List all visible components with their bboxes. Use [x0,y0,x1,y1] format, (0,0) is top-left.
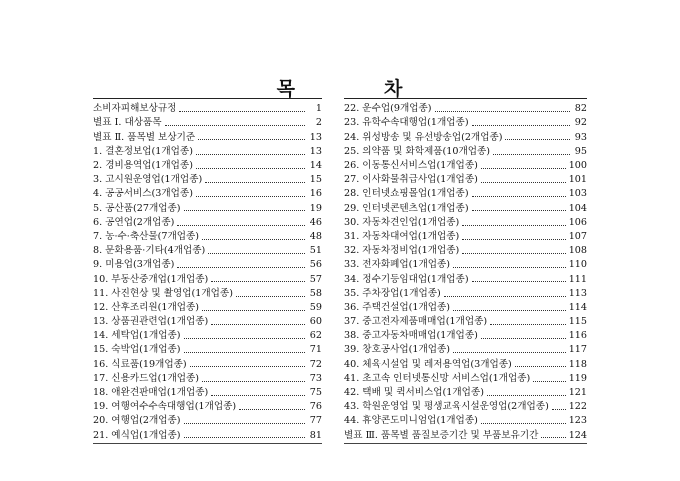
dot-leader [211,280,305,282]
toc-entry-page: 81 [309,429,322,441]
dot-leader [481,167,566,169]
toc-entry-page: 118 [568,358,587,370]
toc-entry-page: 75 [309,387,322,399]
toc-entry-page: 82 [574,103,587,115]
toc-entry-page: 48 [309,230,322,242]
toc-entry-label: 6. 공연업(2개업종) [93,216,175,228]
dot-leader [177,224,305,226]
toc-entry[interactable] [93,428,322,443]
toc-left-column [93,98,322,444]
toc-entry-page: 46 [309,216,322,228]
toc-entry-label: 18. 애완견판매업(1개업종) [93,387,209,399]
toc-entry[interactable] [93,258,322,272]
toc-entry-page: 108 [568,245,587,257]
dot-leader [481,337,566,339]
toc-entry-label: 10. 부동산중개업(1개업종) [93,273,209,285]
dot-leader [472,195,566,197]
toc-entry-page: 72 [309,358,322,370]
toc-entry-page: 2 [315,117,322,129]
toc-title-right: 차 [384,77,404,100]
toc-entry[interactable] [93,145,322,159]
dot-leader [196,153,305,155]
toc-entry[interactable] [93,116,322,130]
dot-leader [190,365,305,367]
dot-leader [453,351,566,353]
toc-entry-label: 16. 식료품(19개업종) [93,358,187,370]
toc-entry[interactable] [93,343,322,357]
dot-leader [202,309,305,311]
toc-entry-page: 19 [309,202,322,214]
toc-entry[interactable] [344,372,587,386]
dot-leader [487,394,566,396]
toc-entry-label: 35. 주차장업(1개업종) [344,287,441,299]
toc-entry-label: 37. 중고전자제품매매업(1개업종) [344,316,488,328]
toc-entry-page: 106 [568,216,587,228]
toc-title [0,76,680,98]
toc-entry[interactable] [344,116,587,130]
toc-entry-page: 16 [309,188,322,200]
toc-entry-page: 13 [309,145,322,157]
dot-leader [202,380,305,382]
dot-leader [481,181,566,183]
toc-entry-page: 15 [309,174,322,186]
toc-entry[interactable] [344,216,587,230]
toc-entry-page: 116 [568,330,587,342]
toc-entry-page: 114 [568,301,587,313]
dot-leader [435,110,570,112]
toc-entry[interactable] [93,230,322,244]
toc-entry-label: 2. 경비용역업(1개업종) [93,160,193,172]
toc-entry-label: 22. 운수업(9개업종) [344,103,432,115]
toc-entry[interactable] [344,286,587,300]
toc-entry-page: 122 [568,401,587,413]
toc-entry[interactable] [93,272,322,286]
toc-entry-page: 13 [309,131,322,143]
dot-leader [444,295,566,297]
toc-entry[interactable] [344,173,587,187]
toc-entry-page: 95 [574,145,587,157]
toc-entry-label: 소비자피해보상규정 [93,103,177,115]
toc-entry-page: 51 [309,245,322,257]
dot-leader [453,309,566,311]
toc-entry-label: 27. 이사화물취급사업(1개업종) [344,174,478,186]
toc-entry-label: 17. 신용카드업(1개업종) [93,372,200,384]
toc-entry-page: 76 [309,401,322,413]
toc-entry-label: 7. 농·수·축산물(7개업종) [93,230,200,242]
toc-entry-page: 92 [574,117,587,129]
toc-entry-label: 25. 의약품 및 화학제품(10개업종) [344,145,491,157]
dot-leader [462,252,565,254]
toc-entry[interactable] [344,315,587,329]
toc-entry[interactable] [344,400,587,414]
toc-entry-label: 11. 사진현상 및 촬영업(1개업종) [93,287,233,299]
dot-leader [179,110,305,112]
toc-entry-page: 113 [568,287,587,299]
toc-entry[interactable] [344,329,587,343]
toc-entry[interactable] [93,173,322,187]
dot-leader [462,224,565,226]
dot-leader [505,138,570,140]
toc-entry-page: 58 [309,287,322,299]
toc-entry[interactable] [344,130,587,144]
toc-entry[interactable] [93,400,322,414]
dot-leader [196,195,305,197]
toc-entry-page: 103 [568,188,587,200]
toc-entry-label: 14. 세탁업(1개업종) [93,330,181,342]
toc-entry-label: 8. 문화용품·기타(4개업종) [93,245,206,257]
toc-entry[interactable] [93,216,322,230]
toc-entry-label: 30. 자동차견인업(1개업종) [344,216,460,228]
toc-entry-label: 별표 Ⅲ. 품목별 품질보증기간 및 부품보유기간 [344,429,539,441]
toc-entry[interactable] [344,187,587,201]
toc-entry-label: 43. 학원운영업 및 평생교육시설운영업(2개업종) [344,401,549,413]
dot-leader [211,394,305,396]
dot-leader [490,323,566,325]
toc-entry[interactable] [93,315,322,329]
dot-leader [462,238,565,240]
toc-entry-label: 33. 전자화폐업(1개업종) [344,259,451,271]
toc-entry-page: 115 [568,316,587,328]
toc-entry[interactable] [93,414,322,428]
dot-leader [198,138,305,140]
toc-entry-label: 21. 예식업(1개업종) [93,429,181,441]
toc-entry[interactable] [344,343,587,357]
dot-leader [541,436,565,438]
dot-leader [472,280,566,282]
toc-entry-page: 93 [574,131,587,143]
toc-entry-label: 36. 주택건설업(1개업종) [344,301,451,313]
toc-entry[interactable] [344,258,587,272]
toc-entry-label: 별표 Ⅰ. 대상품목 [93,117,162,129]
toc-entry[interactable] [344,201,587,215]
toc-entry-page: 56 [309,259,322,271]
toc-entry[interactable] [344,145,587,159]
dot-leader [453,266,566,268]
dot-leader [208,252,305,254]
dot-leader [515,365,566,367]
toc-entry-label: 41. 초고속 인터넷통신망 서비스업(1개업종) [344,372,531,384]
dot-leader [211,323,305,325]
toc-entry[interactable] [93,159,322,173]
toc-entry-label: 19. 여행여수수속대행업(1개업종) [93,401,237,413]
toc-entry-page: 59 [309,301,322,313]
toc-entry-page: 57 [309,273,322,285]
toc-entry-page: 104 [568,202,587,214]
toc-entry-label: 1. 결혼정보업(1개업종) [93,145,193,157]
dot-leader [202,238,305,240]
toc-entry-page: 101 [568,174,587,186]
toc-entry[interactable] [344,244,587,258]
toc-entry[interactable] [344,414,587,428]
toc-entry-label: 9. 미용업(3개업종) [93,259,175,271]
toc-entry-page: 110 [568,259,587,271]
toc-entry-label: 5. 공산품(27개업종) [93,202,181,214]
toc-right-column [344,98,587,444]
toc-entry-page: 60 [309,316,322,328]
dot-leader [472,124,570,126]
dot-leader [236,295,305,297]
toc-entry-label: 40. 체육시설업 및 레저용역업(3개업종) [344,358,512,370]
toc-entry[interactable] [344,159,587,173]
toc-entry-page: 117 [568,344,587,356]
toc-entry[interactable] [344,428,587,443]
toc-entry-label: 15. 숙박업(1개업종) [93,344,181,356]
dot-leader [533,380,565,382]
toc-entry-label: 28. 인터넷쇼핑몰업(1개업종) [344,188,469,200]
toc-entry-label: 24. 위성방송 및 유선방송업(2개업종) [344,131,503,143]
toc-entry-page: 119 [568,372,587,384]
toc-entry-page: 62 [309,330,322,342]
toc-entry-page: 1 [315,103,322,115]
toc-entry[interactable] [344,272,587,286]
toc-entry-label: 23. 유학수속대행업(1개업종) [344,117,469,129]
toc-entry[interactable] [344,357,587,371]
toc-entry[interactable] [93,301,322,315]
toc-entry[interactable] [93,187,322,201]
toc-title-left: 목 [276,77,296,100]
toc-entry-page: 100 [568,160,587,172]
toc-entry-label: 29. 인터넷콘텐츠업(1개업종) [344,202,469,214]
dot-leader [184,351,305,353]
toc-entry-page: 71 [309,344,322,356]
toc-entry-page: 77 [309,415,322,427]
toc-entry-label: 20. 여행업(2개업종) [93,415,181,427]
toc-entry-label: 34. 정수기등임대업(1개업종) [344,273,469,285]
dot-leader [472,209,566,211]
toc-entry[interactable] [93,357,322,371]
toc-entry-label: 42. 택배 및 퀵서비스업(1개업종) [344,387,484,399]
toc-entry-label: 38. 중고자동차매매업(1개업종) [344,330,478,342]
toc-entry[interactable] [344,386,587,400]
toc-entry[interactable] [93,130,322,144]
dot-leader [184,422,305,424]
toc-entry-page: 73 [309,372,322,384]
toc-entry-page: 123 [568,415,587,427]
dot-leader [184,337,305,339]
toc-entry-page: 14 [309,160,322,172]
toc-entry-page: 121 [568,387,587,399]
toc-entry[interactable] [344,102,587,116]
toc-entry-label: 31. 자동차대여업(1개업종) [344,230,460,242]
toc-entry-label: 32. 자동차정비업(1개업종) [344,245,460,257]
dot-leader [165,124,305,126]
toc-entry-label: 별표 Ⅱ. 품목별 보상기준 [93,131,196,143]
toc-entry[interactable] [93,386,322,400]
toc-entry-page: 107 [568,230,587,242]
dot-leader [196,167,305,169]
dot-leader [481,422,566,424]
toc-entry-label: 39. 창호공사업(1개업종) [344,344,451,356]
toc-entry-label: 4. 공공서비스(3개업종) [93,188,193,200]
toc-entry[interactable] [93,102,322,116]
toc-entry[interactable] [344,230,587,244]
dot-leader [184,209,305,211]
dot-leader [177,266,305,268]
dot-leader [205,181,305,183]
toc-entry[interactable] [344,301,587,315]
toc-entry[interactable] [93,329,322,343]
dot-leader [239,408,305,410]
toc-entry-label: 44. 휴양콘도미니엄업(1개업종) [344,415,478,427]
toc-entry-label: 12. 산후조리원(1개업종) [93,301,200,313]
toc-entry-label: 26. 이동통신서비스업(1개업종) [344,160,478,172]
toc-entry-label: 13. 상품권관련업(1개업종) [93,316,209,328]
toc-entry[interactable] [93,244,322,258]
toc-entry[interactable] [93,372,322,386]
dot-leader [184,436,305,438]
toc-entry-page: 124 [568,429,587,441]
toc-entry-label: 3. 고시원운영업(1개업종) [93,174,203,186]
dot-leader [493,153,570,155]
dot-leader [552,408,566,410]
toc-entry[interactable] [93,201,322,215]
toc-entry[interactable] [93,286,322,300]
toc-entry-page: 111 [568,273,587,285]
